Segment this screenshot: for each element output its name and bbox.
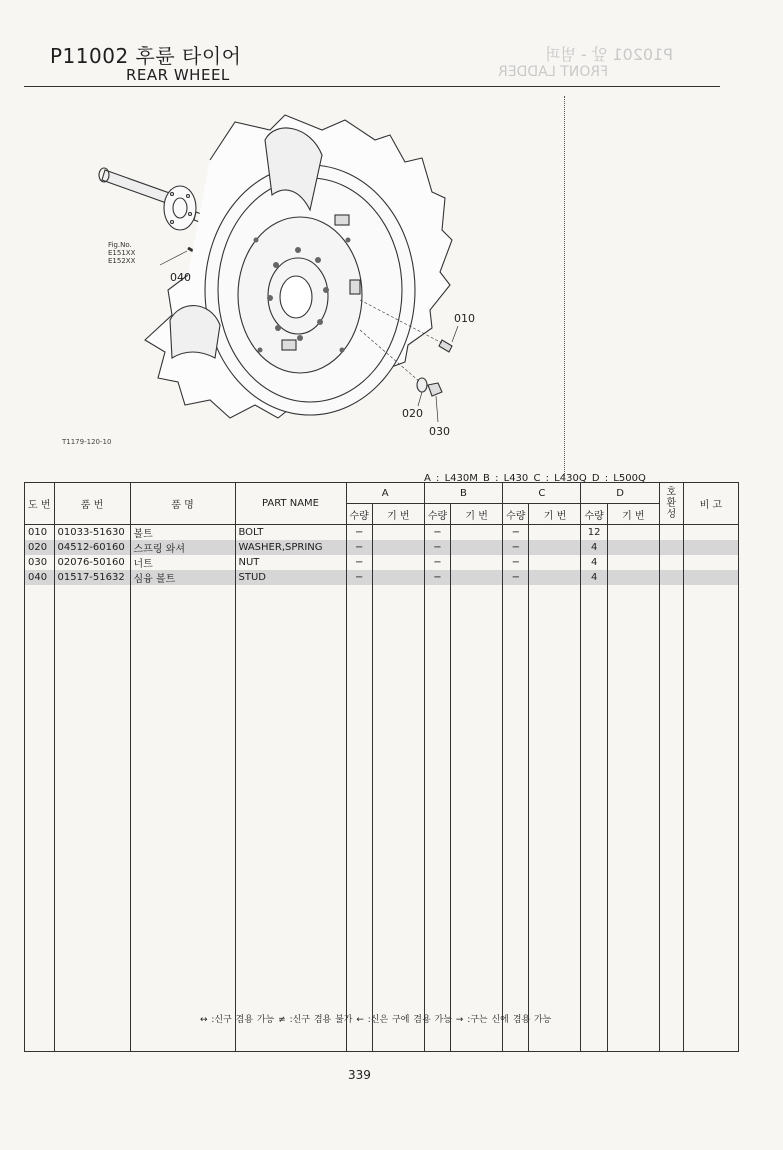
row-qty-b: − bbox=[424, 540, 450, 555]
row-remarks bbox=[683, 540, 738, 555]
header-qty: 수량 bbox=[424, 504, 450, 525]
fig-no-2: E152XX bbox=[108, 257, 136, 265]
header-model-c: C bbox=[503, 483, 581, 504]
catalog-code: P11002 bbox=[50, 44, 129, 68]
row-serial-c bbox=[529, 555, 581, 570]
row-qty-b: − bbox=[424, 570, 450, 585]
nut-part bbox=[428, 383, 442, 396]
table-row bbox=[25, 555, 739, 570]
row-qty-a: − bbox=[346, 525, 372, 541]
row-remarks bbox=[683, 555, 738, 570]
header-model-b: B bbox=[424, 483, 502, 504]
header-serial: 기 번 bbox=[451, 504, 503, 525]
callout-020: 020 bbox=[402, 407, 423, 420]
row-serial-d bbox=[607, 525, 659, 541]
row-name-ko: 스프링 와셔 bbox=[130, 540, 235, 555]
callout-010: 010 bbox=[454, 312, 475, 325]
figure-divider bbox=[564, 96, 565, 476]
row-part-no: 04512-60160 bbox=[54, 540, 130, 555]
callout-040: 040 bbox=[170, 271, 191, 284]
header-qty: 수량 bbox=[346, 504, 372, 525]
row-name-en: BOLT bbox=[235, 525, 346, 541]
row-name-en: NUT bbox=[235, 555, 346, 570]
header-qty: 수량 bbox=[581, 504, 607, 525]
header-remarks: 비 고 bbox=[683, 483, 738, 525]
row-serial-a bbox=[372, 540, 424, 555]
row-serial-b bbox=[451, 540, 503, 555]
header-part-no: 품 번 bbox=[54, 483, 130, 525]
korean-title: 후륜 타이어 bbox=[135, 44, 242, 68]
fig-no-label: Fig.No. bbox=[108, 241, 132, 249]
row-serial-d bbox=[607, 555, 659, 570]
row-name-en: STUD bbox=[235, 570, 346, 585]
row-serial-b bbox=[451, 555, 503, 570]
row-remarks bbox=[683, 570, 738, 585]
row-compat bbox=[659, 570, 683, 585]
parts-table bbox=[24, 482, 739, 1052]
row-serial-c bbox=[529, 540, 581, 555]
table-row bbox=[25, 540, 739, 555]
header-qty: 수량 bbox=[503, 504, 529, 525]
row-qty-c: − bbox=[503, 555, 529, 570]
header-model-d: D bbox=[581, 483, 659, 504]
model-legend: A : L430M B : L430 C : L430Q D : L500Q bbox=[424, 473, 646, 484]
row-qty-a: − bbox=[346, 555, 372, 570]
figure-number-box bbox=[108, 241, 135, 265]
header-drawing-no: 도 번 bbox=[25, 483, 55, 525]
page-title bbox=[50, 40, 242, 69]
page-number: 339 bbox=[348, 1068, 371, 1082]
fig-no-1: E151XX bbox=[108, 249, 136, 257]
row-compat bbox=[659, 555, 683, 570]
row-part-no: 02076-50160 bbox=[54, 555, 130, 570]
row-qty-c: − bbox=[503, 570, 529, 585]
row-serial-d bbox=[607, 540, 659, 555]
header-serial: 기 번 bbox=[529, 504, 581, 525]
row-qty-d: 4 bbox=[581, 555, 607, 570]
row-name-en: WASHER,SPRING bbox=[235, 540, 346, 555]
row-serial-c bbox=[529, 570, 581, 585]
bolt-part bbox=[439, 340, 452, 352]
row-serial-a bbox=[372, 570, 424, 585]
row-drawing-no: 010 bbox=[25, 525, 55, 541]
row-remarks bbox=[683, 525, 738, 541]
row-qty-a: − bbox=[346, 540, 372, 555]
row-serial-b bbox=[451, 570, 503, 585]
bleed-through-code: P10201 앞 - 범퍼 bbox=[545, 45, 673, 64]
row-qty-b: − bbox=[424, 555, 450, 570]
row-compat bbox=[659, 525, 683, 541]
header-part-name: PART NAME bbox=[235, 483, 346, 525]
row-serial-b bbox=[451, 525, 503, 541]
row-name-ko: 너트 bbox=[130, 555, 235, 570]
row-drawing-no: 030 bbox=[25, 555, 55, 570]
washer-part bbox=[417, 378, 427, 392]
row-serial-c bbox=[529, 525, 581, 541]
row-compat bbox=[659, 540, 683, 555]
row-serial-a bbox=[372, 555, 424, 570]
row-part-no: 01033-51630 bbox=[54, 525, 130, 541]
row-qty-b: − bbox=[424, 525, 450, 541]
row-serial-d bbox=[607, 570, 659, 585]
row-qty-d: 12 bbox=[581, 525, 607, 541]
figure-id: T1179-120-10 bbox=[62, 438, 112, 446]
row-qty-a: − bbox=[346, 570, 372, 585]
row-drawing-no: 020 bbox=[25, 540, 55, 555]
table-row bbox=[25, 525, 739, 541]
row-qty-c: − bbox=[503, 540, 529, 555]
row-serial-a bbox=[372, 525, 424, 541]
row-name-ko: 심융 볼트 bbox=[130, 570, 235, 585]
header-serial: 기 번 bbox=[607, 504, 659, 525]
bleed-through-title: FRONT LADDER bbox=[498, 64, 609, 80]
row-qty-d: 4 bbox=[581, 570, 607, 585]
title-rule bbox=[24, 86, 720, 87]
rear-wheel-diagram bbox=[60, 100, 460, 450]
row-name-ko: 볼트 bbox=[130, 525, 235, 541]
english-title: REAR WHEEL bbox=[126, 66, 230, 84]
row-qty-c: − bbox=[503, 525, 529, 541]
header-model-a: A bbox=[346, 483, 424, 504]
header-part-name-ko: 품 명 bbox=[130, 483, 235, 525]
header-compatibility: 호 환 성 bbox=[659, 483, 683, 525]
header-serial: 기 번 bbox=[372, 504, 424, 525]
row-drawing-no: 040 bbox=[25, 570, 55, 585]
table-empty-area bbox=[25, 585, 739, 1052]
compatibility-footnote: ↔ :신구 겸용 가능 ≠ :신구 겸용 불가 ← :신은 구에 겸용 가능 → :구는 신에 겸용 가능 bbox=[200, 1015, 552, 1025]
callout-030: 030 bbox=[429, 425, 450, 438]
row-qty-d: 4 bbox=[581, 540, 607, 555]
table-row bbox=[25, 570, 739, 585]
row-part-no: 01517-51632 bbox=[54, 570, 130, 585]
